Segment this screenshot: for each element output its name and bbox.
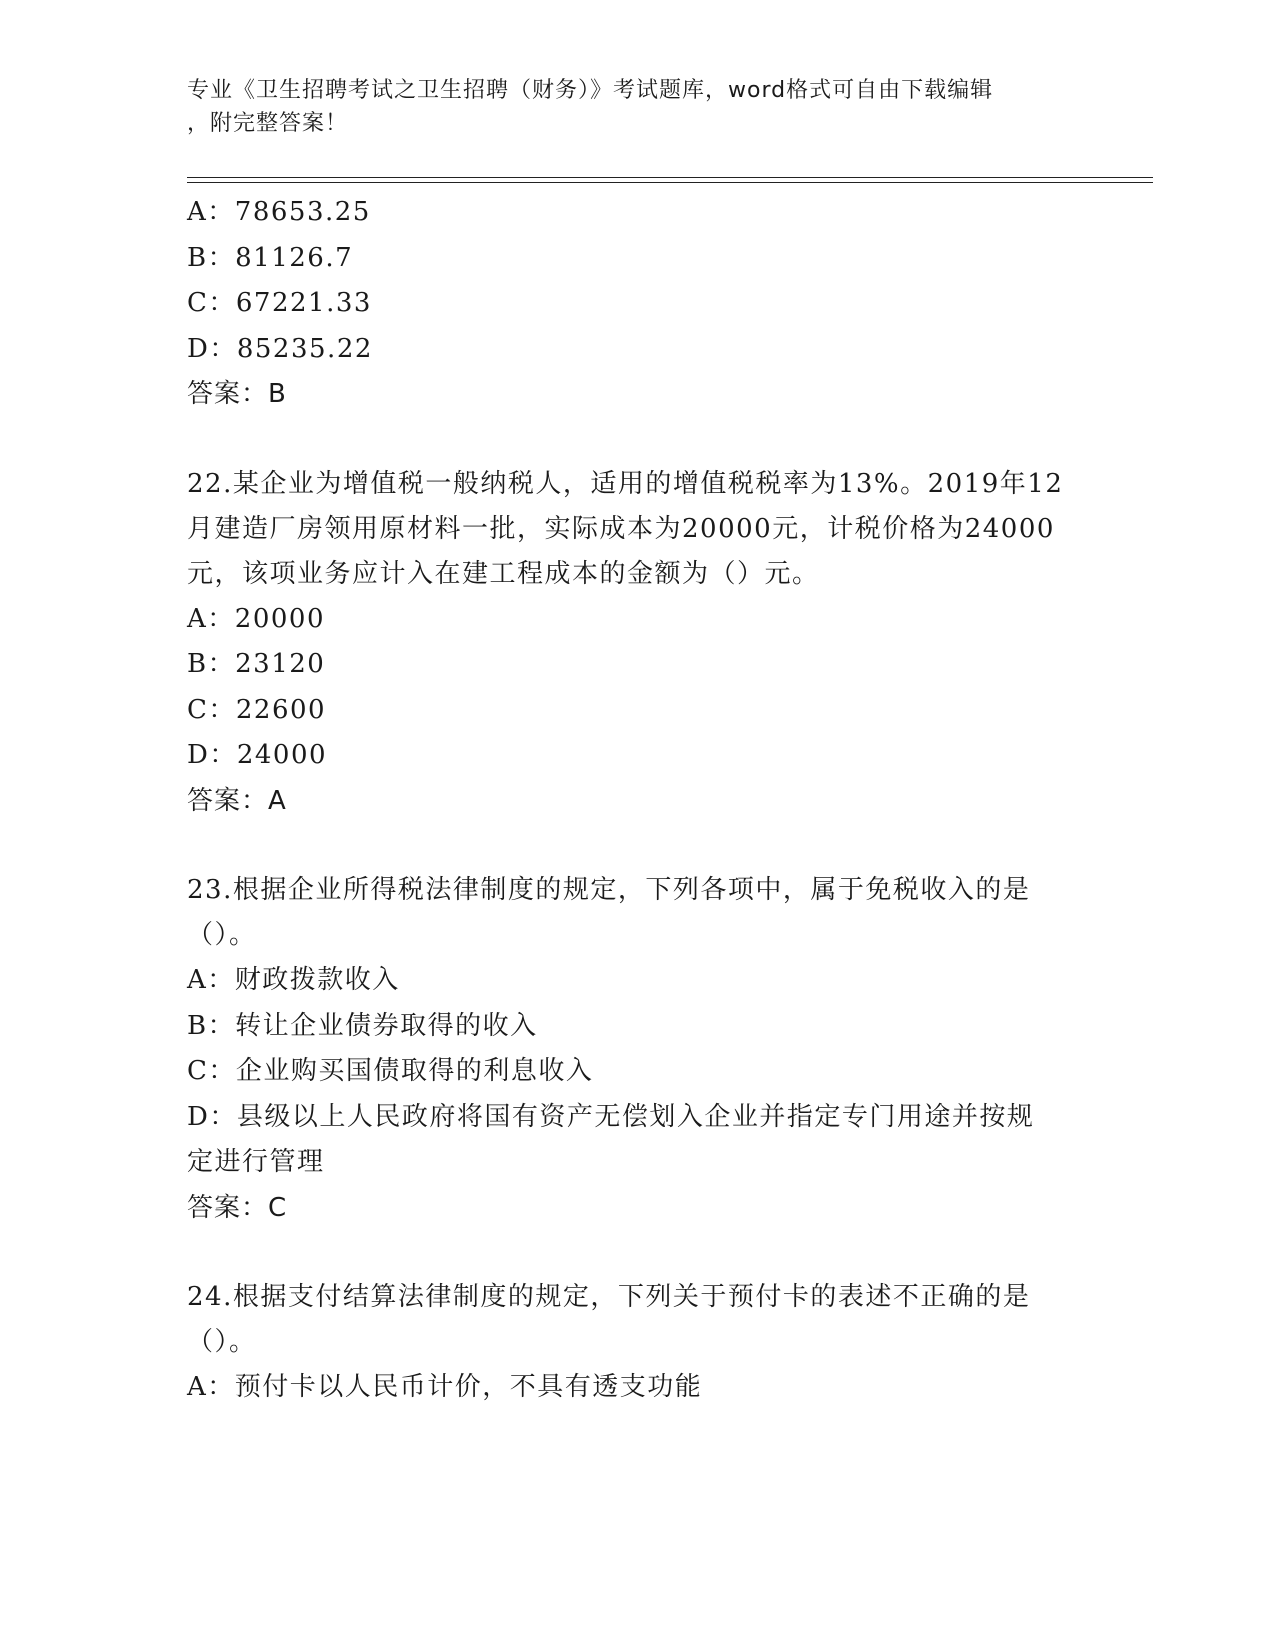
question-24 [187, 1275, 1087, 1411]
option-b: B：81126.7 [187, 242, 354, 273]
answer: 答案：A [187, 785, 287, 816]
question-stem [187, 868, 1087, 958]
header-line-2: ，附完整答案！ [187, 111, 349, 136]
stem-line: 23.根据企业所得税法律制度的规定，下列各项中，属于免税收入的是 [187, 875, 1031, 905]
option-a: A：财政拨款收入 [187, 965, 400, 995]
option-a: A：20000 [187, 603, 325, 634]
stem-line: 元，该项业务应计入在建工程成本的金额为（）元。 [187, 558, 820, 589]
option-a: A：预付卡以人民币计价，不具有透支功能 [187, 1372, 703, 1402]
question-22 [187, 462, 1087, 825]
question-23 [187, 868, 1087, 1231]
stem-line: （）。 [187, 920, 257, 950]
option-a: A：78653.25 [187, 197, 371, 227]
stem-line: 22.某企业为增值税一般纳税人，适用的增值税税率为13%。2019年12 [187, 468, 1064, 499]
option-d-continued: 定进行管理 [187, 1147, 325, 1177]
option-d: D：24000 [187, 740, 328, 770]
question-content [187, 190, 1087, 1411]
document-header [187, 74, 1067, 140]
stem-line: （）。 [187, 1327, 257, 1357]
option-d: D：85235.22 [187, 333, 373, 364]
option-b: B：23120 [187, 649, 326, 679]
question-stem [187, 462, 1087, 597]
option-c: C：67221.33 [187, 288, 372, 318]
header-line-1: 专业《卫生招聘考试之卫生招聘（财务）》考试题库，word格式可自由下载编辑 [187, 78, 994, 103]
answer: 答案：B [187, 379, 287, 409]
answer: 答案：C [187, 1192, 288, 1223]
question-21 [187, 190, 1087, 418]
stem-line: 24.根据支付结算法律制度的规定，下列关于预付卡的表述不正确的是 [187, 1282, 1031, 1312]
option-d: D：县级以上人民政府将国有资产无偿划入企业并指定专门用途并按规 [187, 1101, 1035, 1132]
option-c: C：22600 [187, 694, 327, 725]
option-b: B：转让企业债券取得的收入 [187, 1010, 538, 1041]
option-c: C：企业购买国债取得的利息收入 [187, 1056, 594, 1086]
header-divider-bottom [187, 182, 1153, 183]
question-stem [187, 1275, 1087, 1365]
header-divider-top [187, 177, 1153, 178]
stem-line: 月建造厂房领用原材料一批，实际成本为20000元，计税价格为24000 [187, 513, 1055, 544]
